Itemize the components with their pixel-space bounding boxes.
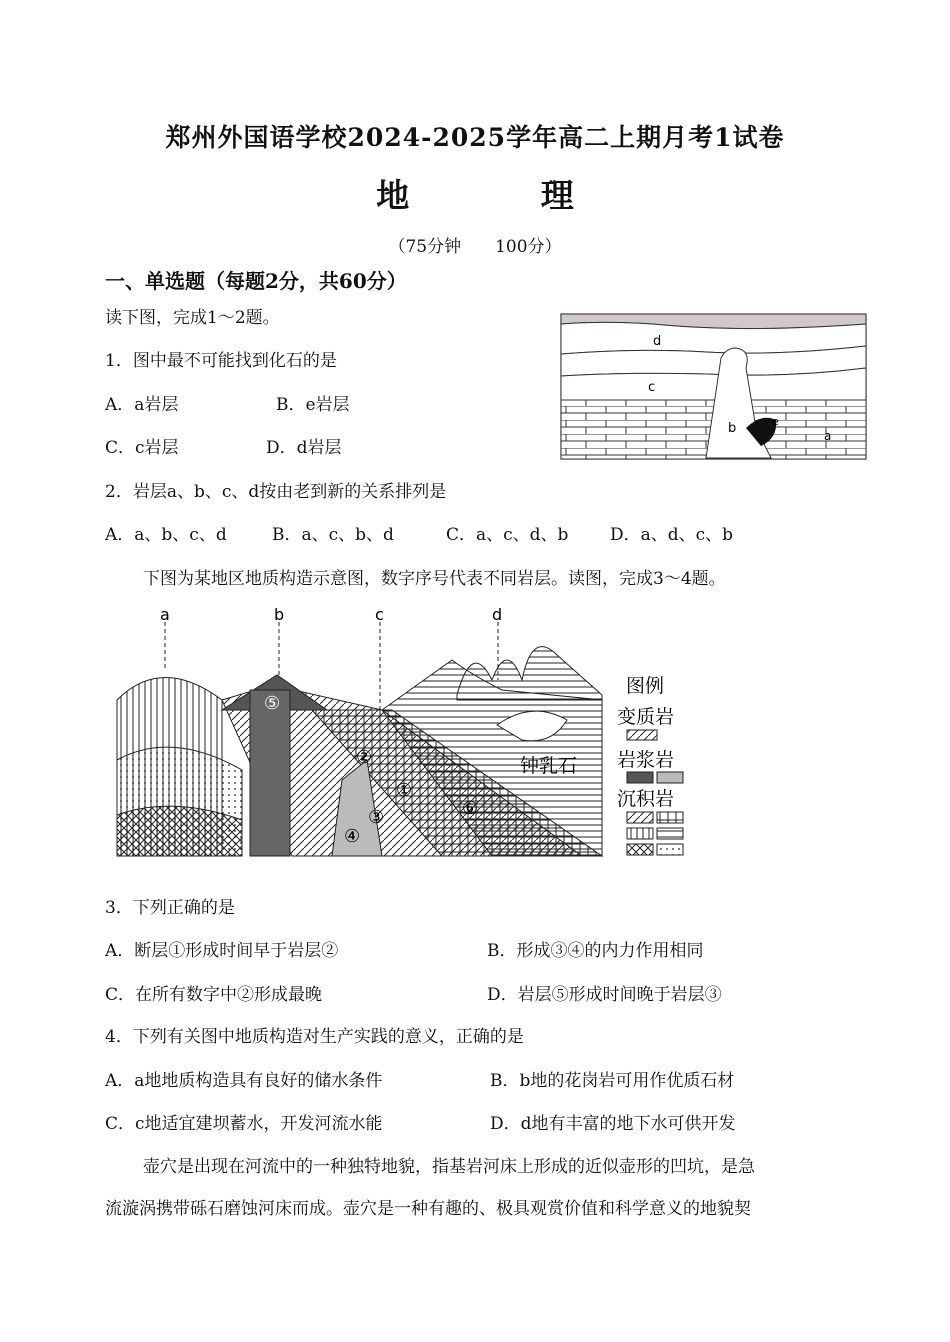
svg-text:b: b <box>274 605 285 624</box>
section-heading: 一、单选题（每题2分，共60分） <box>105 269 407 293</box>
q4-stem: 4．下列有关图中地质构造对生产实践的意义，正确的是 <box>105 1027 524 1047</box>
q2-stem: 2．岩层a、b、c、d按由老到新的关系排列是 <box>105 482 447 502</box>
q3-option-a: A．断层①形成时间早于岩层② <box>105 941 339 961</box>
q1-option-c: C．c岩层 <box>105 438 179 458</box>
q4-option-b: B．b地的花岗岩可用作优质石材 <box>490 1071 735 1091</box>
group2-intro: 下图为某地区地质构造示意图，数字序号代表不同岩层。读图，完成3～4题。 <box>143 569 726 589</box>
group1-intro: 读下图，完成1～2题。 <box>105 308 280 328</box>
label-6: ⑥ <box>462 798 479 819</box>
q2-option-c: C．a、c、d、b <box>446 525 569 545</box>
q3-option-b: B．形成③④的内力作用相同 <box>487 941 704 961</box>
svg-text:b: b <box>728 421 737 436</box>
legend-meta: 变质岩 <box>617 706 675 728</box>
geology-figure-2 <box>112 600 712 862</box>
exam-title: 郑州外国语学校2024-2025学年高二上期月考1试卷 <box>165 123 785 152</box>
q3-stem: 3．下列正确的是 <box>105 898 235 918</box>
legend-title: 图例 <box>626 675 665 697</box>
svg-text:c: c <box>648 380 656 395</box>
q4-option-a: A．a地地质构造具有良好的储水条件 <box>105 1071 383 1091</box>
label-2: ② <box>356 747 373 768</box>
svg-text:c: c <box>375 605 384 624</box>
subject-title: 地 理 <box>376 176 634 215</box>
q2-option-b: B．a、c、b、d <box>272 525 394 545</box>
svg-text:d: d <box>492 605 503 624</box>
q4-option-c: C．c地适宜建坝蓄水，开发河流水能 <box>105 1114 383 1134</box>
strata-figure-1 <box>556 308 872 464</box>
cave-label: 钟乳石 <box>520 755 578 777</box>
passage-line-2: 流漩涡携带砾石磨蚀河床而成。壶穴是一种有趣的、极具观赏价值和科学意义的地貌契 <box>105 1199 751 1219</box>
q2-option-d: D．a、d、c、b <box>610 525 734 545</box>
label-3: ③ <box>368 807 385 828</box>
q1-stem: 1．图中最不可能找到化石的是 <box>105 351 337 371</box>
svg-text:a: a <box>824 429 832 443</box>
svg-text:d: d <box>653 334 662 349</box>
legend-igneous: 岩浆岩 <box>617 749 675 771</box>
exam-meta: （75分钟 100分） <box>388 237 562 257</box>
q1-option-d: D．d岩层 <box>266 438 342 458</box>
label-5: ⑤ <box>264 693 281 714</box>
label-4: ④ <box>344 826 361 847</box>
q4-option-d: D．d地有丰富的地下水可供开发 <box>490 1114 736 1134</box>
svg-text:a: a <box>160 605 170 624</box>
legend-sed: 沉积岩 <box>617 788 675 810</box>
q3-option-c: C．在所有数字中②形成最晚 <box>105 985 323 1005</box>
passage-line-1: 壶穴是出现在河流中的一种独特地貌，指基岩河床上形成的近似壶形的凹坑，是急 <box>143 1157 755 1177</box>
label-1: ① <box>396 780 413 801</box>
q1-option-a: A．a岩层 <box>105 395 179 415</box>
svg-text:e: e <box>772 415 779 428</box>
q2-option-a: A．a、b、c、d <box>105 525 227 545</box>
q3-option-d: D．岩层⑤形成时间晚于岩层③ <box>487 985 722 1005</box>
q1-option-b: B．e岩层 <box>276 395 350 415</box>
